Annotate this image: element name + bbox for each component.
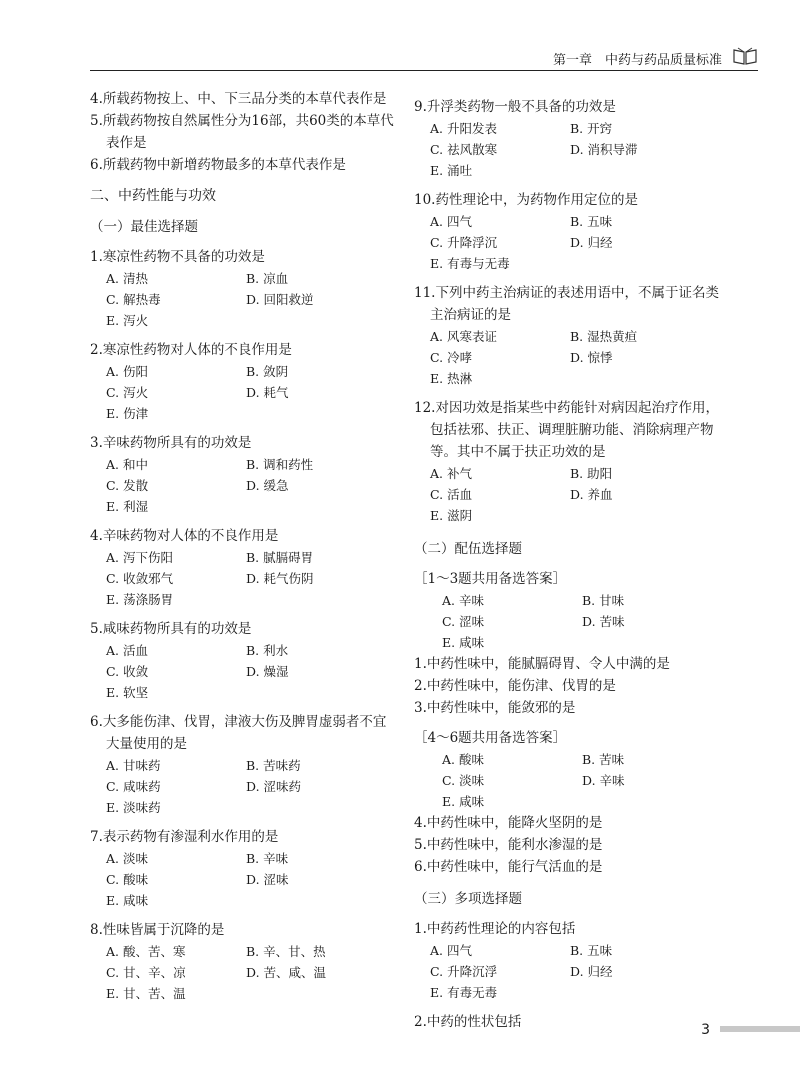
option-grid [414, 118, 724, 181]
question-stem [90, 826, 395, 848]
answer-option: C. 解热毒 [106, 292, 161, 307]
subsection-heading: （二）配伍选择题 [414, 541, 522, 557]
question-stem [414, 918, 724, 940]
running-header [90, 44, 758, 71]
answer-option: C. 淡味 [442, 773, 485, 788]
question-number: 1. [414, 921, 427, 937]
answer-option: B. 湿热黄疸 [570, 329, 638, 344]
question-number: 2. [90, 342, 103, 358]
option-grid [90, 268, 395, 331]
answer-option: B. 五味 [570, 943, 613, 958]
item-number: 4. [90, 91, 103, 107]
answer-option: C. 升降沉浮 [430, 964, 498, 979]
question-text: 咸味药物所具有的功效是 [102, 621, 252, 637]
question [414, 1011, 724, 1033]
answer-option: A. 补气 [430, 466, 472, 481]
answer-option: E. 淡味药 [106, 800, 161, 815]
question-stem [90, 525, 395, 547]
answer-option: B. 助阳 [570, 466, 613, 481]
answer-option: D. 辛味 [582, 773, 625, 788]
question-text: 寒凉性药物不具备的功效是 [102, 249, 265, 265]
answer-option: D. 缓急 [246, 478, 289, 493]
answer-option: B. 辛、甘、热 [246, 944, 326, 959]
answer-option: B. 苦味 [582, 752, 625, 767]
matching-item [414, 653, 724, 675]
option-grid [414, 211, 724, 274]
answer-option: A. 风寒表证 [430, 329, 497, 344]
answer-option: D. 燥湿 [246, 664, 289, 679]
answer-option: A. 活血 [106, 643, 148, 658]
answer-option: A. 四气 [430, 943, 472, 958]
item-text: 中药性味中，能腻膈碍胃、令人中满的是 [426, 656, 670, 672]
answer-option: B. 敛阴 [246, 364, 289, 379]
answer-option: A. 和中 [106, 457, 148, 472]
answer-option: C. 活血 [430, 487, 473, 502]
answer-option: C. 冷哮 [430, 350, 473, 365]
question [90, 919, 395, 1004]
question-text: 辛味药物所具有的功效是 [102, 435, 252, 451]
item-text: 所载药物按上、中、下三品分类的本草代表作是 [102, 91, 387, 107]
answer-option: C. 祛风散寒 [430, 142, 498, 157]
question-number: 8. [90, 922, 103, 938]
question-number: 10. [414, 192, 436, 208]
answer-option: D. 消积导滞 [570, 142, 638, 157]
question-number: 5. [90, 621, 103, 637]
answer-option: A. 升阳发表 [430, 121, 497, 136]
option-grid [90, 547, 395, 610]
answer-option: E. 咸味 [442, 635, 485, 650]
answer-option: D. 耗气 [246, 385, 289, 400]
question-number: 7. [90, 829, 103, 845]
section-heading: 二、中药性能与功效 [90, 188, 216, 204]
left-column [90, 88, 395, 1004]
matching-item [414, 834, 724, 856]
question [90, 432, 395, 517]
question-text: 中药药性理论的内容包括 [426, 921, 576, 937]
answer-option: E. 有毒无毒 [430, 985, 498, 1000]
question-stem [414, 282, 724, 326]
answer-option: A. 辛味 [442, 593, 484, 608]
item-number: 3. [414, 700, 427, 716]
question-stem [414, 96, 724, 118]
question-stem [90, 919, 395, 941]
item-text: 所载药物按自然属性分为16部，共60类的本草代表作是 [102, 113, 394, 151]
question-stem [90, 618, 395, 640]
question-number: 11. [414, 285, 436, 301]
item-text: 中药性味中，能利水渗湿的是 [426, 837, 603, 853]
answer-option: E. 咸味 [106, 893, 149, 908]
answer-option: C. 收敛 [106, 664, 149, 679]
option-grid [90, 755, 395, 818]
answer-option: B. 苦味药 [246, 758, 301, 773]
question [90, 525, 395, 610]
answer-option: D. 惊悸 [570, 350, 613, 365]
answer-option: D. 回阳救逆 [246, 292, 314, 307]
answer-option: C. 甘、辛、凉 [106, 965, 186, 980]
question-text: 表示药物有渗湿利水作用的是 [102, 829, 279, 845]
item-text: 中药性味中，能降火坚阴的是 [426, 815, 603, 831]
item-number: 4. [414, 815, 427, 831]
matching-item [414, 856, 724, 878]
question-stem [90, 432, 395, 454]
question-stem [414, 189, 724, 211]
question [90, 826, 395, 911]
matching-item [414, 675, 724, 697]
question [414, 189, 724, 274]
item-number: 6. [414, 859, 427, 875]
item-number: 6. [90, 157, 103, 173]
answer-option: D. 耗气伤阴 [246, 571, 314, 586]
option-grid [414, 940, 724, 1003]
list-item [90, 88, 395, 110]
item-text: 中药性味中，能伤津、伐胃的是 [426, 678, 616, 694]
question-text: 升浮类药物一般不具备的功效是 [426, 99, 616, 115]
answer-option: B. 凉血 [246, 271, 289, 286]
item-text: 中药性味中，能敛邪的是 [426, 700, 576, 716]
option-grid [414, 590, 724, 653]
question-stem [90, 246, 395, 268]
question-text: 寒凉性药物对人体的不良作用是 [102, 342, 292, 358]
option-grid [414, 749, 724, 812]
answer-option: C. 酸味 [106, 872, 149, 887]
answer-option: A. 四气 [430, 214, 472, 229]
answer-option: B. 利水 [246, 643, 289, 658]
answer-option: E. 滋阴 [430, 508, 473, 523]
answer-option: E. 伤津 [106, 406, 149, 421]
item-text: 中药性味中，能行气活血的是 [426, 859, 603, 875]
answer-option: A. 清热 [106, 271, 148, 286]
question-text: 下列中药主治病证的表述用语中，不属于证名类主治病证的是 [430, 285, 719, 323]
question [90, 618, 395, 703]
answer-option: A. 甘味药 [106, 758, 161, 773]
item-number: 2. [414, 678, 427, 694]
list-item [90, 154, 395, 176]
answer-option: B. 调和药性 [246, 457, 314, 472]
answer-option: E. 荡涤肠胃 [106, 592, 174, 607]
answer-option: B. 辛味 [246, 851, 289, 866]
matching-item [414, 697, 724, 719]
answer-option: C. 涩味 [442, 614, 485, 629]
shared-options-header: ［1～3题共用备选答案］ [414, 571, 567, 587]
answer-option: D. 苦、咸、温 [246, 965, 327, 980]
question [414, 397, 724, 526]
right-column [414, 88, 724, 1033]
footer-bar [720, 1026, 800, 1032]
answer-option: E. 软坚 [106, 685, 149, 700]
answer-option: A. 伤阳 [106, 364, 148, 379]
option-grid [90, 454, 395, 517]
item-number: 5. [90, 113, 103, 129]
page-number: 3 [701, 1022, 710, 1038]
answer-option: C. 升降浮沉 [430, 235, 498, 250]
answer-option: C. 咸味药 [106, 779, 161, 794]
option-grid [90, 941, 395, 1004]
answer-option: E. 利湿 [106, 499, 149, 514]
answer-option: B. 五味 [570, 214, 613, 229]
answer-option: A. 酸、苦、寒 [106, 944, 186, 959]
answer-option: B. 腻膈碍胃 [246, 550, 314, 565]
answer-option: E. 甘、苦、温 [106, 986, 186, 1001]
question-text: 大多能伤津、伐胃，津液大伤及脾胃虚弱者不宜大量使用的是 [102, 714, 387, 752]
question [90, 246, 395, 331]
question-text: 性味皆属于沉降的是 [102, 922, 225, 938]
question-stem [414, 397, 724, 463]
subsection-heading: （一）最佳选择题 [90, 219, 198, 235]
question-number: 1. [90, 249, 103, 265]
answer-option: C. 发散 [106, 478, 149, 493]
answer-option: D. 养血 [570, 487, 613, 502]
answer-option: C. 收敛邪气 [106, 571, 174, 586]
answer-option: E. 泻火 [106, 313, 149, 328]
option-grid [414, 463, 724, 526]
answer-option: D. 归经 [570, 964, 613, 979]
answer-option: A. 淡味 [106, 851, 148, 866]
list-item [90, 110, 395, 154]
answer-option: E. 涌吐 [430, 163, 473, 178]
answer-option: E. 热淋 [430, 371, 473, 386]
question [414, 918, 724, 1003]
question [414, 282, 724, 389]
question-stem [414, 1011, 724, 1033]
item-text: 所载药物中新增药物最多的本草代表作是 [102, 157, 346, 173]
question-stem [90, 711, 395, 755]
question-text: 中药的性状包括 [426, 1014, 522, 1030]
question [414, 96, 724, 181]
answer-option: E. 有毒与无毒 [430, 256, 510, 271]
answer-option: A. 泻下伤阳 [106, 550, 173, 565]
chapter-title: 第一章 中药与药品质量标准 [552, 53, 722, 68]
option-grid [90, 640, 395, 703]
answer-option: B. 甘味 [582, 593, 625, 608]
answer-option: B. 开窍 [570, 121, 613, 136]
question [90, 711, 395, 818]
answer-option: A. 酸味 [442, 752, 484, 767]
item-number: 1. [414, 656, 427, 672]
answer-option: D. 归经 [570, 235, 613, 250]
question-number: 2. [414, 1014, 427, 1030]
question-number: 6. [90, 714, 103, 730]
option-grid [414, 326, 724, 389]
option-grid [90, 848, 395, 911]
option-grid [90, 361, 395, 424]
question-text: 药性理论中，为药物作用定位的是 [435, 192, 638, 208]
matching-item [414, 812, 724, 834]
question-number: 12. [414, 400, 436, 416]
answer-option: D. 涩味 [246, 872, 289, 887]
question-number: 3. [90, 435, 103, 451]
shared-options-header: ［4～6题共用备选答案］ [414, 730, 567, 746]
question-number: 9. [414, 99, 427, 115]
answer-option: D. 苦味 [582, 614, 625, 629]
question [90, 339, 395, 424]
item-number: 5. [414, 837, 427, 853]
question-number: 4. [90, 528, 103, 544]
question-text: 辛味药物对人体的不良作用是 [102, 528, 279, 544]
subsection-heading: （三）多项选择题 [414, 891, 522, 907]
book-icon [732, 46, 758, 66]
answer-option: E. 咸味 [442, 794, 485, 809]
answer-option: C. 泻火 [106, 385, 149, 400]
question-text: 对因功效是指某些中药能针对病因起治疗作用，包括祛邪、扶正、调理脏腑功能、消除病理产物等。其中不属于扶正功效的是 [430, 400, 719, 460]
answer-option: D. 涩味药 [246, 779, 302, 794]
question-stem [90, 339, 395, 361]
